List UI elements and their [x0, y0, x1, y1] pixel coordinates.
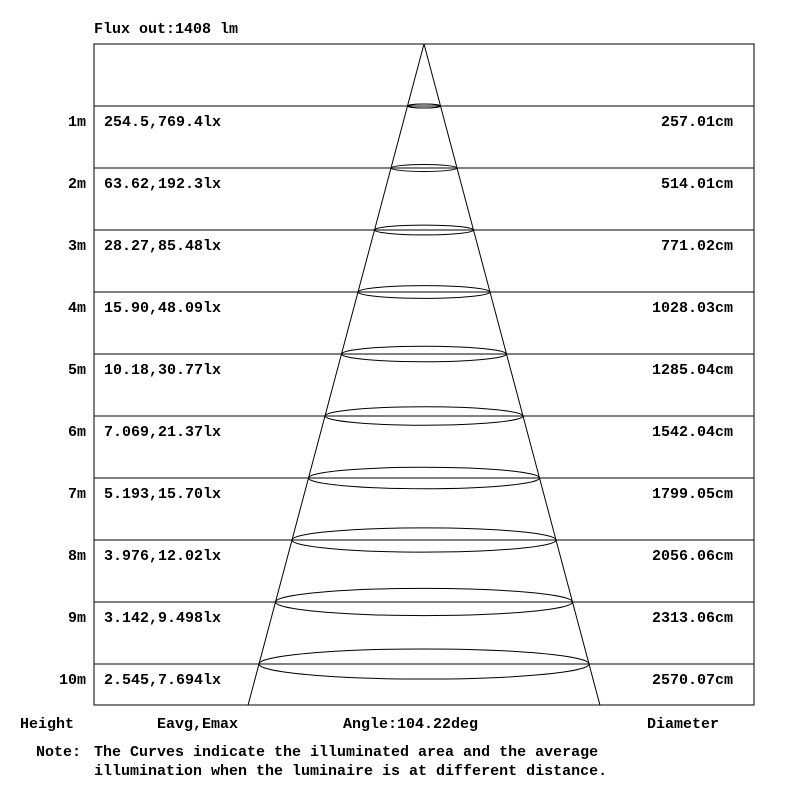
- height-label: 1m: [67, 114, 86, 131]
- diameter-label: 1285.04cm: [651, 362, 733, 379]
- height-label: 3m: [67, 238, 86, 255]
- height-label: 8m: [67, 548, 86, 565]
- illuminance-label: 28.27,85.48lx: [104, 238, 222, 255]
- column-header-angle: Angle:104.22deg: [343, 716, 479, 733]
- diameter-label: 1028.03cm: [651, 300, 733, 317]
- illuminance-label: 15.90,48.09lx: [104, 300, 222, 317]
- footnote-line-1: The Curves indicate the illuminated area and the average: [94, 744, 599, 761]
- beam-edge-left: [248, 44, 424, 705]
- height-label: 5m: [67, 362, 86, 379]
- diameter-label: 1799.05cm: [651, 486, 733, 503]
- diameter-label: 2056.06cm: [651, 548, 733, 565]
- beam-edge-right: [424, 44, 600, 705]
- illuminance-label: 254.5,769.4lx: [104, 114, 222, 131]
- illuminance-label: 63.62,192.3lx: [104, 176, 222, 193]
- column-header-illuminance: Eavg,Emax: [157, 716, 239, 733]
- diameter-label: 2313.06cm: [651, 610, 733, 627]
- chart-rows: [59, 106, 754, 689]
- diameter-label: 257.01cm: [660, 114, 733, 131]
- column-header-diameter: Diameter: [647, 716, 720, 733]
- height-label: 9m: [67, 610, 86, 627]
- height-label: 7m: [67, 486, 86, 503]
- chart-title: Flux out:1408 lm: [94, 21, 239, 38]
- height-label: 2m: [67, 176, 86, 193]
- beam-cone: [248, 44, 600, 705]
- illuminance-label: 3.142,9.498lx: [104, 610, 222, 627]
- illuminance-label: 10.18,30.77lx: [104, 362, 222, 379]
- diameter-label: 1542.04cm: [651, 424, 733, 441]
- height-label: 6m: [67, 424, 86, 441]
- diameter-label: 2570.07cm: [651, 672, 733, 689]
- column-header-height: Height: [20, 716, 75, 733]
- footnote-label: Note:: [36, 744, 82, 761]
- illuminance-label: 2.545,7.694lx: [104, 672, 222, 689]
- footnote-line-2: illumination when the luminaire is at different distance.: [94, 763, 608, 780]
- diameter-label: 771.02cm: [660, 238, 733, 255]
- height-label: 10m: [58, 672, 86, 689]
- illuminance-label: 7.069,21.37lx: [104, 424, 222, 441]
- diameter-label: 514.01cm: [660, 176, 733, 193]
- illuminance-label: 5.193,15.70lx: [104, 486, 222, 503]
- height-label: 4m: [67, 300, 86, 317]
- illuminance-label: 3.976,12.02lx: [104, 548, 222, 565]
